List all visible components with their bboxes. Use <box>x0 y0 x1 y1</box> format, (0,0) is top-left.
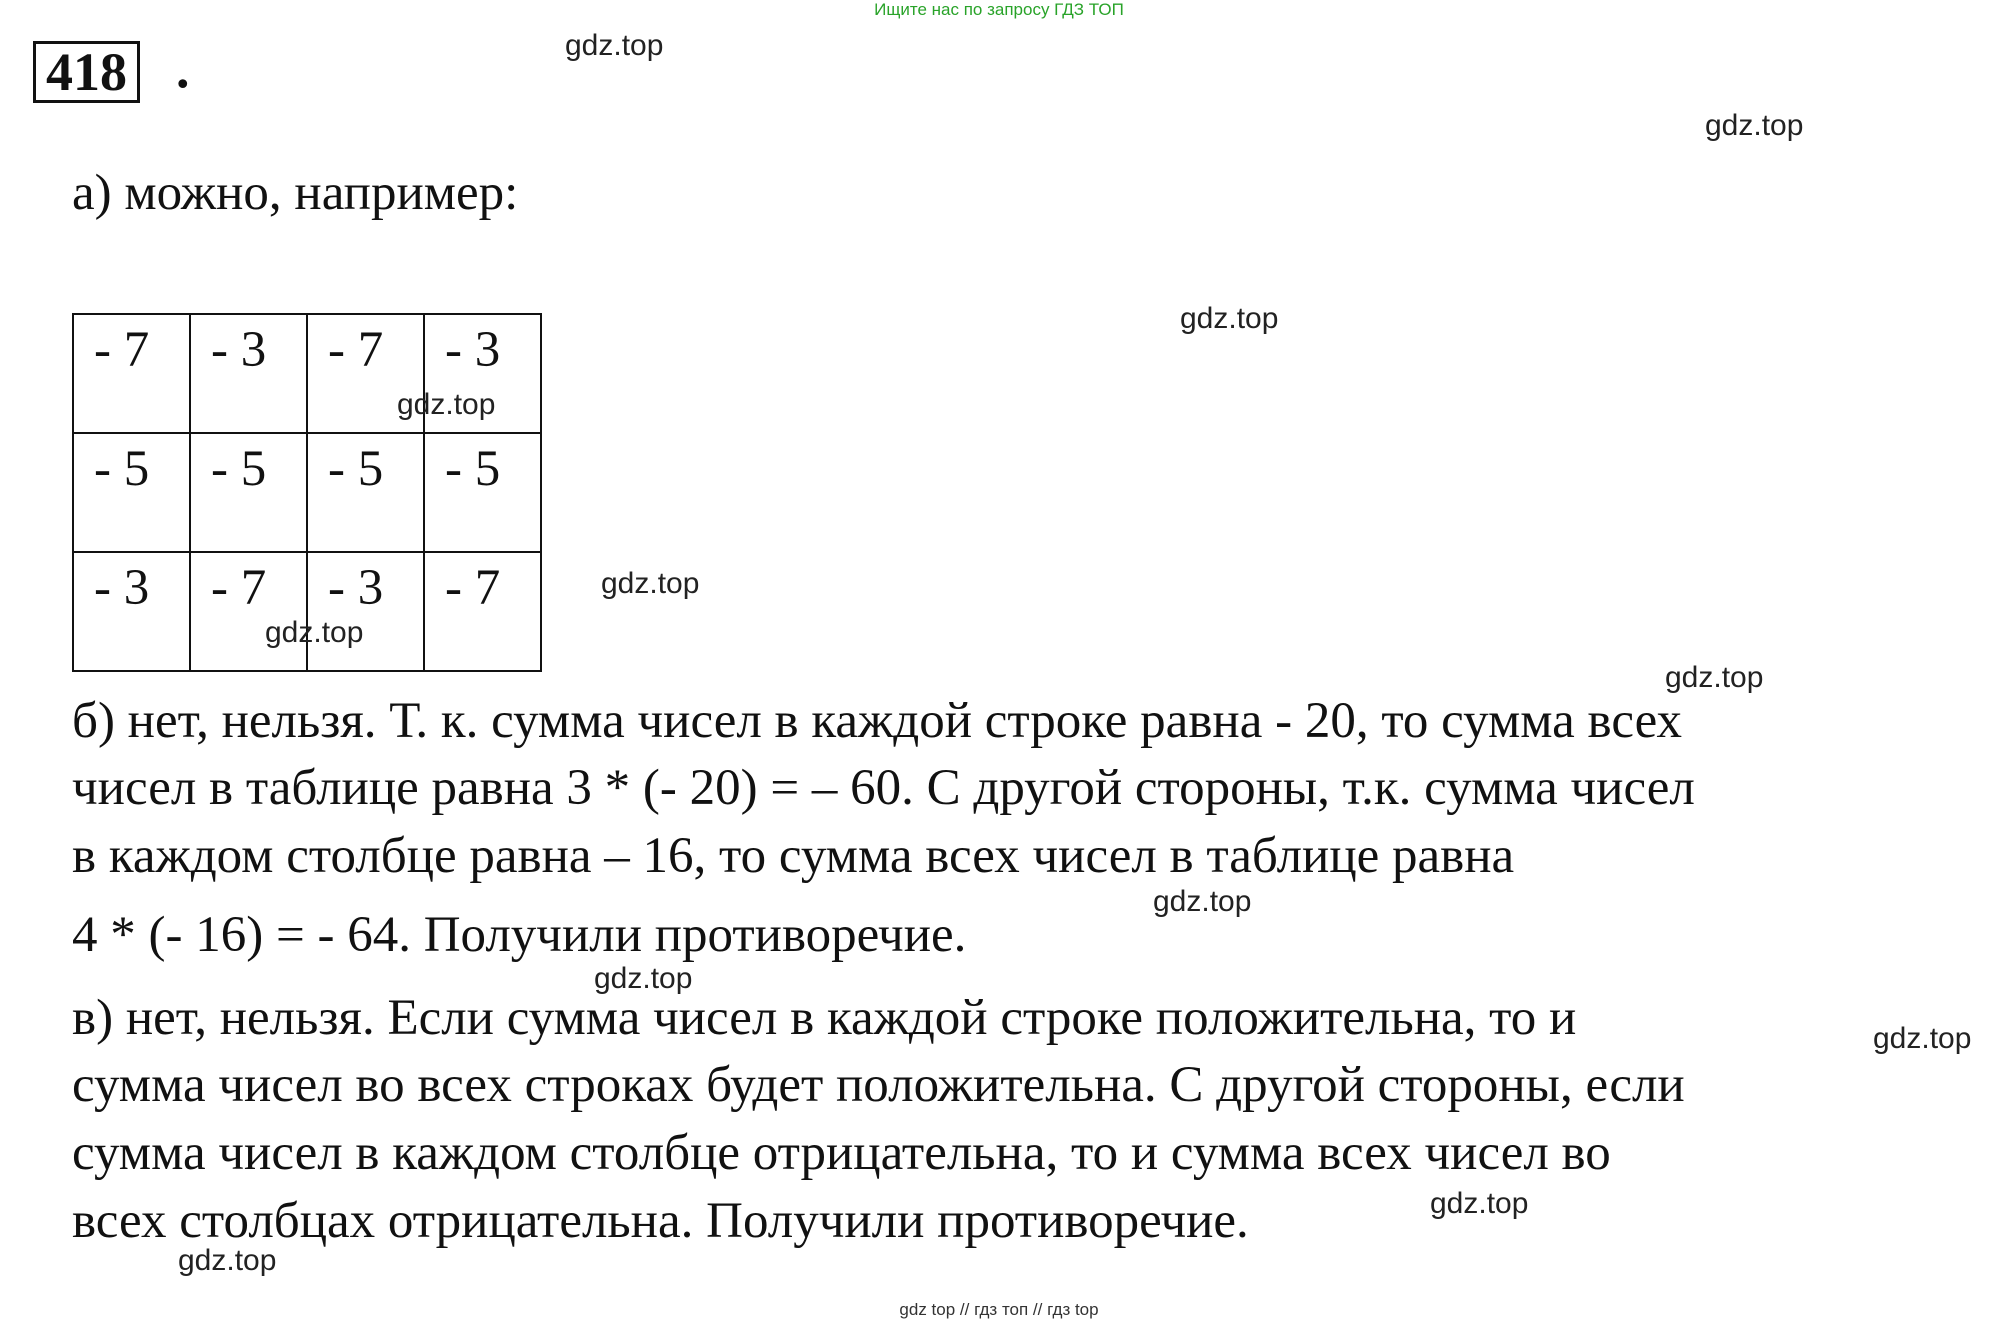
watermark: gdz.top <box>265 616 364 649</box>
watermark: gdz.top <box>594 962 693 995</box>
watermark: gdz.top <box>1180 302 1279 335</box>
watermark: gdz.top <box>1873 1022 1972 1055</box>
table-cell: - 7 <box>190 552 307 671</box>
watermark: gdz.top <box>601 567 700 600</box>
table-cell: - 7 <box>424 552 541 671</box>
table-cell: - 7 <box>73 314 190 433</box>
table-cell: - 5 <box>424 433 541 552</box>
table-cell: - 5 <box>190 433 307 552</box>
table-cell: - 3 <box>190 314 307 433</box>
part-b-line: 4 * (- 16) = - 64. Получили противоречие. <box>72 907 967 963</box>
part-c-line: в) нет, нельзя. Если сумма чисел в каждой строке положительна, то и <box>72 990 1577 1046</box>
part-b-line: в каждом столбце равна – 16, то сумма всех чисел в таблице равна <box>72 828 1515 884</box>
table-cell: - 3 <box>73 552 190 671</box>
watermark: gdz.top <box>178 1244 277 1277</box>
part-a-text: а) можно, например: <box>72 165 519 221</box>
table-cell: - 5 <box>307 433 424 552</box>
table-cell: - 7 <box>307 314 424 433</box>
watermark: gdz.top <box>565 29 664 62</box>
problem-number: 418 <box>33 41 140 103</box>
watermark: gdz.top <box>1153 885 1252 918</box>
part-b-line: б) нет, нельзя. Т. к. сумма чисел в каждой строке равна - 20, то сумма всех <box>72 693 1683 749</box>
table-row <box>73 552 541 671</box>
part-c-line: сумма чисел в каждом столбце отрицательна, то и сумма всех чисел во <box>72 1125 1611 1181</box>
part-c-line: всех столбцах отрицательна. Получили противоречие. <box>72 1193 1249 1249</box>
table-cell: - 5 <box>73 433 190 552</box>
table-cell: - 3 <box>424 314 541 433</box>
watermark: gdz.top <box>397 388 496 421</box>
watermark: gdz.top <box>1430 1187 1529 1220</box>
top-banner: Ищите нас по запросу ГДЗ ТОП <box>874 0 1124 19</box>
table-row <box>73 433 541 552</box>
table-cell: - 3 <box>307 552 424 671</box>
watermark: gdz.top <box>1705 109 1804 142</box>
part-b-line: чисел в таблице равна 3 * (- 20) = – 60. С другой стороны, т.к. сумма чисел <box>72 760 1695 816</box>
part-c-line: сумма чисел во всех строках будет положительна. С другой стороны, если <box>72 1057 1685 1113</box>
problem-number-dot: . <box>176 39 190 99</box>
footer-text: gdz top // гдз топ // гдз top <box>899 1300 1099 1319</box>
watermark: gdz.top <box>1665 661 1764 694</box>
